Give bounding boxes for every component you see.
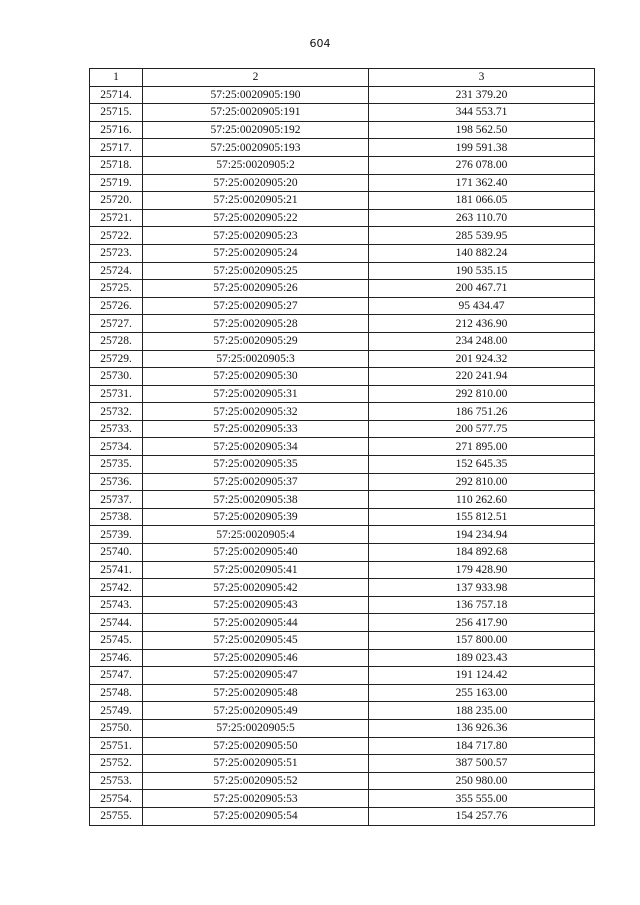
value-cell: 292 810.00 [369, 473, 595, 491]
table-row [90, 508, 595, 526]
table-row [90, 315, 595, 333]
row-number-cell: 25717. [90, 139, 143, 157]
cadastral-number-cell: 57:25:0020905:190 [143, 86, 369, 104]
column-header: 3 [369, 69, 595, 87]
table-row [90, 807, 595, 825]
value-cell: 276 078.00 [369, 156, 595, 174]
value-cell: 387 500.57 [369, 755, 595, 773]
cadastral-number-cell: 57:25:0020905:43 [143, 596, 369, 614]
table-row [90, 192, 595, 210]
table-row [90, 755, 595, 773]
cadastral-number-cell: 57:25:0020905:5 [143, 719, 369, 737]
value-cell: 95 434.47 [369, 297, 595, 315]
value-cell: 234 248.00 [369, 332, 595, 350]
value-cell: 110 262.60 [369, 491, 595, 509]
table-row [90, 684, 595, 702]
row-number-cell: 25723. [90, 244, 143, 262]
cadastral-number-cell: 57:25:0020905:54 [143, 807, 369, 825]
value-cell: 292 810.00 [369, 385, 595, 403]
row-number-cell: 25739. [90, 526, 143, 544]
table-row [90, 139, 595, 157]
table-row [90, 438, 595, 456]
value-cell: 285 539.95 [369, 227, 595, 245]
value-cell: 179 428.90 [369, 561, 595, 579]
value-cell: 231 379.20 [369, 86, 595, 104]
value-cell: 152 645.35 [369, 456, 595, 474]
row-number-cell: 25751. [90, 737, 143, 755]
cadastral-number-cell: 57:25:0020905:48 [143, 684, 369, 702]
table-row [90, 667, 595, 685]
row-number-cell: 25750. [90, 719, 143, 737]
column-header: 1 [90, 69, 143, 87]
table-row [90, 350, 595, 368]
table-row [90, 790, 595, 808]
row-number-cell: 25716. [90, 121, 143, 139]
value-cell: 137 933.98 [369, 579, 595, 597]
cadastral-number-cell: 57:25:0020905:33 [143, 420, 369, 438]
value-cell: 198 562.50 [369, 121, 595, 139]
row-number-cell: 25730. [90, 368, 143, 386]
cadastral-number-cell: 57:25:0020905:25 [143, 262, 369, 280]
cadastral-number-cell: 57:25:0020905:4 [143, 526, 369, 544]
row-number-cell: 25745. [90, 632, 143, 650]
table-row [90, 420, 595, 438]
table-row [90, 174, 595, 192]
cadastral-number-cell: 57:25:0020905:3 [143, 350, 369, 368]
table-row [90, 614, 595, 632]
cadastral-number-cell: 57:25:0020905:192 [143, 121, 369, 139]
value-cell: 199 591.38 [369, 139, 595, 157]
table-row [90, 772, 595, 790]
cadastral-number-cell: 57:25:0020905:46 [143, 649, 369, 667]
table-row [90, 544, 595, 562]
table-row [90, 297, 595, 315]
value-cell: 220 241.94 [369, 368, 595, 386]
value-cell: 181 066.05 [369, 192, 595, 210]
row-number-cell: 25747. [90, 667, 143, 685]
value-cell: 184 892.68 [369, 544, 595, 562]
table-row [90, 368, 595, 386]
table-row [90, 104, 595, 122]
cadastral-number-cell: 57:25:0020905:40 [143, 544, 369, 562]
table-row [90, 209, 595, 227]
cadastral-number-cell: 57:25:0020905:52 [143, 772, 369, 790]
row-number-cell: 25715. [90, 104, 143, 122]
cadastral-number-cell: 57:25:0020905:51 [143, 755, 369, 773]
cadastral-number-cell: 57:25:0020905:47 [143, 667, 369, 685]
row-number-cell: 25743. [90, 596, 143, 614]
page-number: 604 [309, 37, 331, 50]
row-number-cell: 25734. [90, 438, 143, 456]
row-number-cell: 25742. [90, 579, 143, 597]
value-cell: 136 757.18 [369, 596, 595, 614]
value-cell: 189 023.43 [369, 649, 595, 667]
cadastral-number-cell: 57:25:0020905:30 [143, 368, 369, 386]
column-header: 2 [143, 69, 369, 87]
value-cell: 250 980.00 [369, 772, 595, 790]
table-row [90, 227, 595, 245]
value-cell: 355 555.00 [369, 790, 595, 808]
value-cell: 344 553.71 [369, 104, 595, 122]
row-number-cell: 25754. [90, 790, 143, 808]
value-cell: 140 882.24 [369, 244, 595, 262]
row-number-cell: 25719. [90, 174, 143, 192]
row-number-cell: 25724. [90, 262, 143, 280]
table-row [90, 86, 595, 104]
value-cell: 201 924.32 [369, 350, 595, 368]
row-number-cell: 25731. [90, 385, 143, 403]
value-cell: 255 163.00 [369, 684, 595, 702]
row-number-cell: 25740. [90, 544, 143, 562]
cadastral-number-cell: 57:25:0020905:41 [143, 561, 369, 579]
cadastral-number-cell: 57:25:0020905:23 [143, 227, 369, 245]
row-number-cell: 25748. [90, 684, 143, 702]
row-number-cell: 25737. [90, 491, 143, 509]
table-row [90, 632, 595, 650]
row-number-cell: 25744. [90, 614, 143, 632]
cadastral-number-cell: 57:25:0020905:38 [143, 491, 369, 509]
value-cell: 212 436.90 [369, 315, 595, 333]
table-body [90, 86, 595, 825]
table-row [90, 244, 595, 262]
row-number-cell: 25728. [90, 332, 143, 350]
row-number-cell: 25746. [90, 649, 143, 667]
row-number-cell: 25725. [90, 280, 143, 298]
cadastral-number-cell: 57:25:0020905:2 [143, 156, 369, 174]
row-number-cell: 25729. [90, 350, 143, 368]
cadastral-number-cell: 57:25:0020905:32 [143, 403, 369, 421]
table-row [90, 473, 595, 491]
header-row [90, 69, 595, 87]
value-cell: 271 895.00 [369, 438, 595, 456]
table-row [90, 385, 595, 403]
cadastral-number-cell: 57:25:0020905:44 [143, 614, 369, 632]
cadastral-number-cell: 57:25:0020905:191 [143, 104, 369, 122]
value-cell: 194 234.94 [369, 526, 595, 544]
cadastral-number-cell: 57:25:0020905:53 [143, 790, 369, 808]
table-row [90, 491, 595, 509]
cadastral-number-cell: 57:25:0020905:26 [143, 280, 369, 298]
table-row [90, 262, 595, 280]
row-number-cell: 25755. [90, 807, 143, 825]
cadastral-number-cell: 57:25:0020905:42 [143, 579, 369, 597]
table-row [90, 737, 595, 755]
cadastral-number-cell: 57:25:0020905:35 [143, 456, 369, 474]
cadastral-number-cell: 57:25:0020905:37 [143, 473, 369, 491]
table-row [90, 649, 595, 667]
row-number-cell: 25732. [90, 403, 143, 421]
cadastral-number-cell: 57:25:0020905:24 [143, 244, 369, 262]
cadastral-number-cell: 57:25:0020905:27 [143, 297, 369, 315]
cadastral-number-cell: 57:25:0020905:28 [143, 315, 369, 333]
table-header [90, 69, 595, 87]
table-row [90, 719, 595, 737]
row-number-cell: 25714. [90, 86, 143, 104]
row-number-cell: 25735. [90, 456, 143, 474]
cadastral-number-cell: 57:25:0020905:22 [143, 209, 369, 227]
value-cell: 191 124.42 [369, 667, 595, 685]
table-row [90, 596, 595, 614]
table-row [90, 280, 595, 298]
value-cell: 200 577.75 [369, 420, 595, 438]
data-table [89, 68, 595, 826]
row-number-cell: 25727. [90, 315, 143, 333]
cadastral-number-cell: 57:25:0020905:39 [143, 508, 369, 526]
row-number-cell: 25718. [90, 156, 143, 174]
table-row [90, 526, 595, 544]
value-cell: 136 926.36 [369, 719, 595, 737]
cadastral-number-cell: 57:25:0020905:45 [143, 632, 369, 650]
row-number-cell: 25736. [90, 473, 143, 491]
value-cell: 188 235.00 [369, 702, 595, 720]
cadastral-number-cell: 57:25:0020905:21 [143, 192, 369, 210]
row-number-cell: 25749. [90, 702, 143, 720]
cadastral-number-cell: 57:25:0020905:50 [143, 737, 369, 755]
value-cell: 190 535.15 [369, 262, 595, 280]
value-cell: 186 751.26 [369, 403, 595, 421]
table-row [90, 561, 595, 579]
table-row [90, 579, 595, 597]
value-cell: 256 417.90 [369, 614, 595, 632]
value-cell: 200 467.71 [369, 280, 595, 298]
row-number-cell: 25722. [90, 227, 143, 245]
value-cell: 157 800.00 [369, 632, 595, 650]
row-number-cell: 25753. [90, 772, 143, 790]
value-cell: 155 812.51 [369, 508, 595, 526]
table-row [90, 332, 595, 350]
row-number-cell: 25720. [90, 192, 143, 210]
cadastral-number-cell: 57:25:0020905:49 [143, 702, 369, 720]
value-cell: 154 257.76 [369, 807, 595, 825]
row-number-cell: 25726. [90, 297, 143, 315]
cadastral-number-cell: 57:25:0020905:31 [143, 385, 369, 403]
row-number-cell: 25733. [90, 420, 143, 438]
table-row [90, 121, 595, 139]
cadastral-number-cell: 57:25:0020905:193 [143, 139, 369, 157]
row-number-cell: 25721. [90, 209, 143, 227]
row-number-cell: 25752. [90, 755, 143, 773]
value-cell: 184 717.80 [369, 737, 595, 755]
table-row [90, 156, 595, 174]
row-number-cell: 25741. [90, 561, 143, 579]
table-row [90, 456, 595, 474]
table-row [90, 702, 595, 720]
value-cell: 263 110.70 [369, 209, 595, 227]
cadastral-number-cell: 57:25:0020905:34 [143, 438, 369, 456]
cadastral-number-cell: 57:25:0020905:29 [143, 332, 369, 350]
cadastral-number-cell: 57:25:0020905:20 [143, 174, 369, 192]
table-row [90, 403, 595, 421]
value-cell: 171 362.40 [369, 174, 595, 192]
row-number-cell: 25738. [90, 508, 143, 526]
